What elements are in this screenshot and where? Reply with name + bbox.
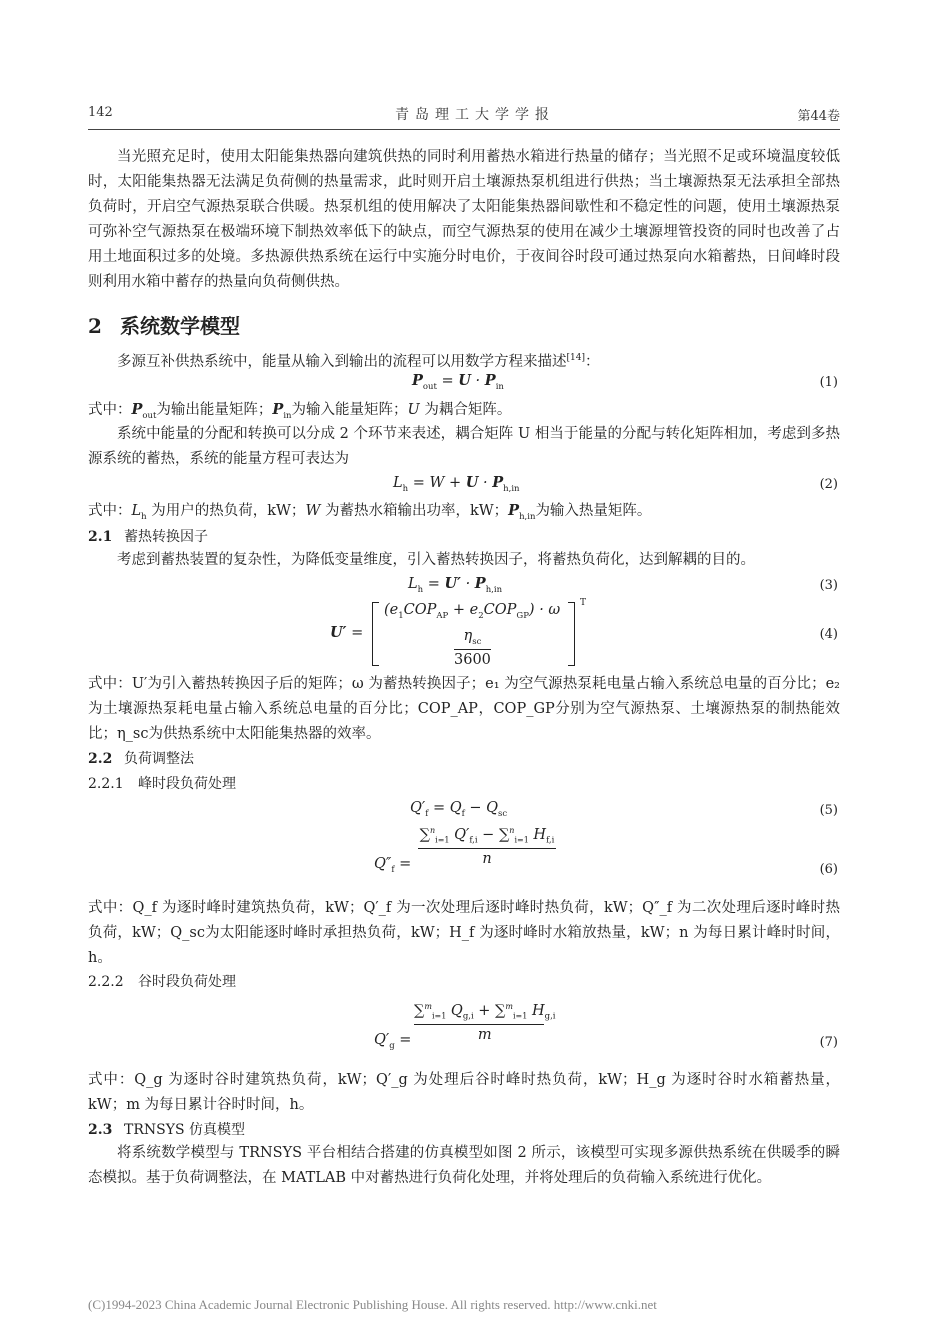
equation-7-number: (7) [819,1035,838,1050]
definition-1: 式中：$P_{out}$为输出能量矩阵；$P_{in}$为输入能量矩阵；U 为耦合矩阵。 [88,401,512,421]
equation-5-number: (5) [819,803,838,818]
subsection-2-1-heading: 2.1 蓄热转换因子 [88,529,208,545]
equation-2: $L_h = W + U \cdot P_{h,in}$ [393,474,520,494]
equation-4-row1: $(e_1COP_{AP} + e_2COP_{GP}) \cdot \omega$ [384,602,561,621]
subsection-2-2-heading: 2.2 负荷调整法 [88,751,194,767]
equation-1-number: (1) [819,375,838,390]
subsection-2-2-2-heading: 2.2.2 谷时段负荷处理 [88,974,236,990]
matrix-left-bracket [372,602,379,666]
equation-4-number: (4) [819,627,838,642]
journal-title: 青岛理工大学学报 [395,107,555,123]
subsection-2-3-heading: 2.3 TRNSYS 仿真模型 [88,1122,246,1138]
page-number: 142 [88,105,113,120]
equation-7-lhs: $Q'_g$ = [374,1032,412,1051]
equation-4-row2: $\frac{\eta_{sc}}{3600}$ [454,628,491,668]
definition-6: 式中：Q_f 为逐时峰时建筑热负荷，kW；Q′_f 为一次处理后逐时峰时热负荷，kW；Q″_f 为二次处理后逐时峰时热负荷，kW；Q_sc为太阳能逐时峰时承担热负荷，kW；H_f 为逐时峰时水箱放热量，kW；n 为每日累计峰时时间，h。 [88,900,840,966]
equation-1: $P_{out} = U \cdot P_{in}$ [412,372,504,392]
equation-2-number: (2) [819,477,838,492]
equation-6-fraction: $\frac{\sum^n_{i=1} Q'_{f,i} - \sum^n_{i=1} H_{f,i}}{n}$ [419,826,555,867]
matrix-right-bracket [568,602,575,666]
subsection-2-2-1-heading: 2.2.1 峰时段负荷处理 [88,776,236,792]
copyright-footer: (C)1994-2023 China Academic Journal Electronic Publishing House. All rights reserved. http://www.cnki.net [88,1297,657,1312]
volume-label: 第44卷 [797,109,840,124]
equation-4-lhs: U′ = [330,624,364,641]
energy-paragraph: 系统中能量的分配和转换可以分成 2 个环节来表述，耦合矩阵 U 相当于能量的分配与转化矩阵相加，考虑到多热源系统的蓄热，系统的能量方程可表达为 [88,426,840,467]
subsection-2-3-paragraph: 将系统数学模型与 TRNSYS 平台相结合搭建的仿真模型如图 2 所示，该模型可实现多源供热系统在供暖季的瞬态模拟。基于负荷调整法，在 MATLAB 中对蓄热进行负荷化处理，并将处理后的负荷输入系统进行优化。 [88,1145,840,1186]
model-paragraph: 多源互补供热系统中，能量从输入到输出的流程可以用数学方程来描述[14]： [117,353,600,370]
section-heading: 2 系统数学模型 [88,314,240,338]
equation-7-fraction: $\frac{\sum^m_{i=1} Q_{g,i} + \sum^m_{i=1} H_{g,i}}{m}$ [414,1002,556,1043]
definition-2: 式中：$L_h$ 为用户的热负荷，kW；W 为蓄热水箱输出功率，kW；$P_{h,in}$为输入热量矩阵。 [88,502,652,522]
intro-paragraph: 当光照充足时，使用太阳能集热器向建筑供热的同时利用蓄热水箱进行热量的储存；当光照不足或环境温度较低时，太阳能集热器无法满足负荷侧的热量需求，此时则开启土壤源热泵机组进行供热；当土壤源热泵无法承担全部热负荷时，开启空气源热泵联合供暖。热泵机组的使用解决了太阳能集热器间歇性和不稳定性的问题，使用土壤源热泵可弥补空气源热泵在极端环境下制热效率低下的缺点，而空气源热泵的使用在减少土壤源埋管投资的同时也改善了占用土地面积过多的处境。多热源供热系统在运行中实施分时电价，于夜间谷时段可通过热泵向水箱蓄热，日间峰时段则利用水箱中蓄存的热量向负荷侧供热。 [88,149,840,290]
equation-6-lhs: $Q''_f$ = [374,856,412,875]
transpose-mark: T [580,598,587,608]
equation-3-number: (3) [819,578,838,593]
equation-3: $L_h = U' \cdot P_{h,in}$ [408,575,503,595]
definition-4: 式中：U′为引入蓄热转换因子后的矩阵；ω 为蓄热转换因子；e₁ 为空气源热泵耗电量占输入系统总电量的百分比；e₂ 为土壤源热泵耗电量占输入系统总电量的百分比；COP_AP，COP_GP分别为空气源热泵、土壤源热泵的制热能效比；η_sc为供热系统中太阳能集热器的效率。 [88,676,840,742]
subsection-2-1-paragraph: 考虑到蓄热装置的复杂性，为降低变量维度，引入蓄热转换因子，将蓄热负荷化，达到解耦的目的。 [117,552,755,568]
equation-6-number: (6) [819,862,838,877]
definition-7: 式中：Q_g 为逐时谷时建筑热负荷，kW；Q′_g 为处理后谷时峰时热负荷，kW；H_g 为逐时谷时水箱蓄热量，kW；m 为每日累计谷时时间，h。 [88,1072,840,1113]
header-rule [88,129,840,130]
equation-5: $Q'_f = Q_f - Q_{sc}$ [410,800,508,819]
